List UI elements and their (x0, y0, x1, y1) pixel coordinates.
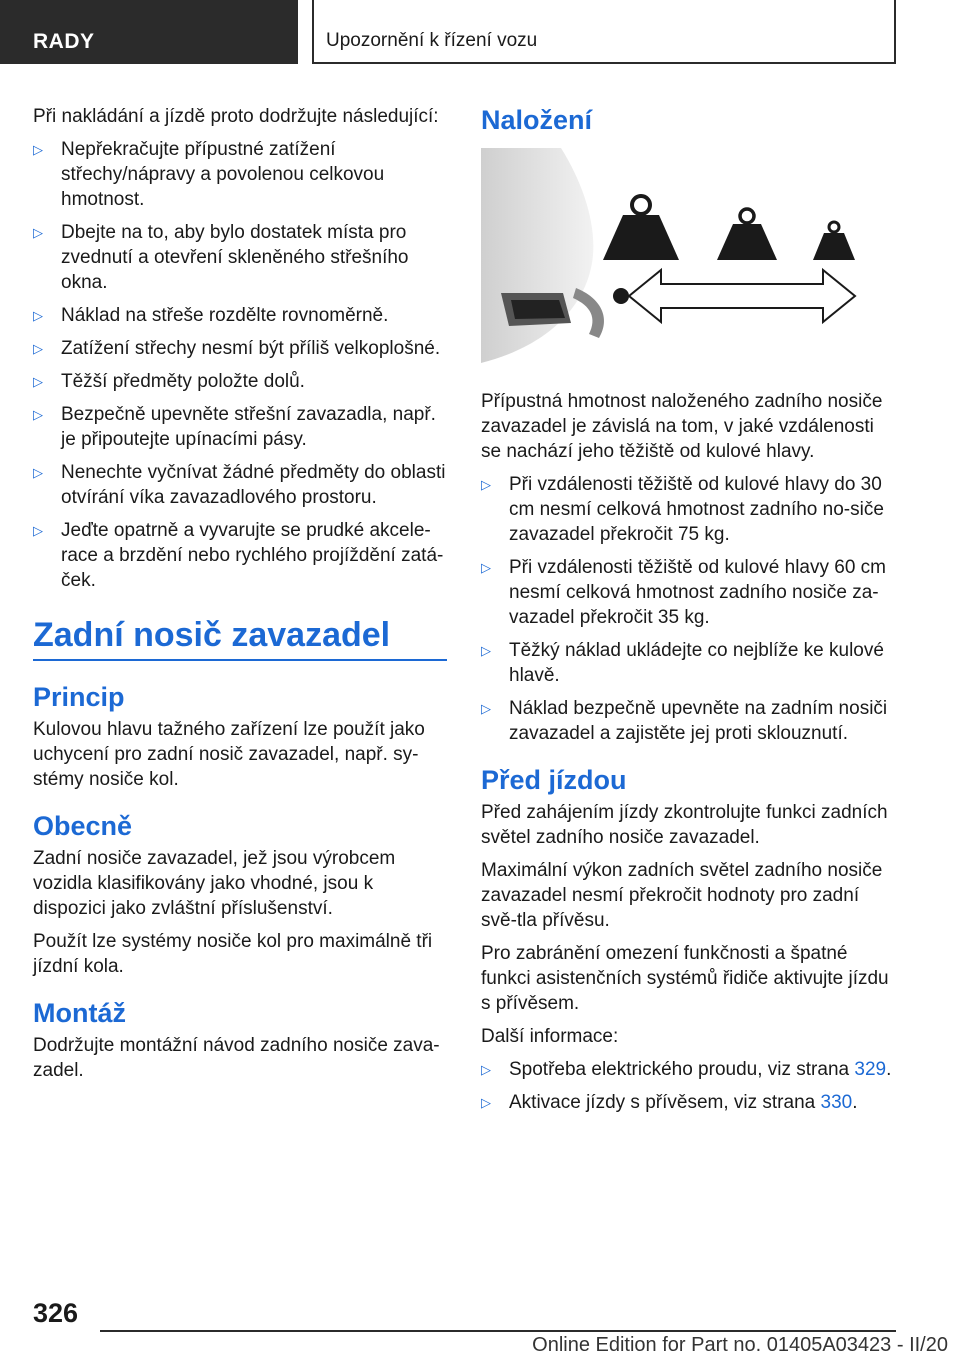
loading-rules-list (33, 137, 447, 593)
tow-hitch-shape (573, 288, 604, 338)
list-item: ▷ Těžký náklad ukládejte co nejblíže ke kulové hlavě. (481, 640, 884, 686)
section-title: Zadní nosič zavazadel (33, 615, 447, 661)
intro-text: Při nakládání a jízdě proto dodržujte následující: (33, 106, 439, 127)
triangle-bullet-icon: ▷ (33, 308, 43, 323)
car-rear-shape (481, 148, 593, 363)
triangle-bullet-icon: ▷ (33, 225, 43, 240)
header-section: RADY (0, 0, 298, 64)
general-heading: Obecně (33, 811, 133, 841)
list-item: ▷ Těžší předměty položte dolů. (33, 371, 305, 392)
list-item: ▷ Jeďte opatrně a vyvarujte se prudké akcele-race a brzdění nebo rychlého projíždění zatá-ček. (33, 520, 444, 591)
footer-divider (100, 1330, 896, 1332)
principle-heading: Princip (33, 682, 125, 712)
more-info-list (481, 1057, 895, 1115)
triangle-bullet-icon: ▷ (481, 1062, 491, 1077)
page-number: 326 (33, 1298, 79, 1328)
left-column (33, 104, 447, 1091)
before-driving-heading: Před jízdou (481, 765, 627, 795)
list-item: ▷ Při vzdálenosti těžiště od kulové hlavy 60 cm nesmí celková hmotnost zadního nosiče za-vazadel překročit 35 kg. (481, 557, 887, 628)
footer-edition: Online Edition for Part no. 01405A03423 - II/20 (532, 1334, 948, 1356)
principle-text: Kulovou hlavu tažného zařízení lze použít jako uchycení pro zadní nosič zavazadel, např. sy-stémy nosiče kol. (33, 719, 425, 790)
list-item: ▷ Zatížení střechy nesmí být příliš velkoplošné. (33, 338, 441, 359)
header-chapter: Upozornění k řízení vozu (312, 0, 896, 64)
list-item: ▷ Dbejte na to, aby bylo dostatek místa pro zvednutí a otevření skleněného střešního okna. (33, 222, 409, 293)
general-text-2: Použít lze systémy nosiče kol pro maximálně tři jízdní kola. (33, 931, 433, 977)
list-item: ▷ Nenechte vyčnívat žádné předměty do oblasti otvírání víka zavazadlového prostoru. (33, 462, 446, 508)
tow-ball-load-illustration (481, 148, 861, 368)
list-item: ▷ Bezpečně upevněte střešní zavazadla, např. je připoutejte upínacími pásy. (33, 404, 436, 450)
loading-heading: Naložení (481, 105, 593, 135)
loading-limits-list (481, 472, 895, 746)
list-item: ▷ Při vzdálenosti těžiště od kulové hlavy do 30 cm nesmí celková hmotnost zadního no-siče zavazadel překročit 75 kg. (481, 474, 884, 545)
triangle-bullet-icon: ▷ (33, 465, 43, 480)
before-text-3: Pro zabránění omezení funkčnosti a špatné funkci asistenčních systémů řidiče aktivujte jízdu s přívěsem. (481, 943, 889, 1014)
exhaust-inner-shape (511, 300, 565, 319)
large-weight-icon (603, 196, 679, 260)
triangle-bullet-icon: ▷ (33, 142, 43, 157)
triangle-bullet-icon: ▷ (481, 560, 491, 575)
triangle-bullet-icon: ▷ (33, 523, 43, 538)
small-weight-icon (813, 222, 855, 260)
mount-text: Dodržujte montážní návod zadního nosiče zava-zadel. (33, 1035, 440, 1081)
list-item: ▷ Spotřeba elektrického proudu, viz strana 329. (481, 1059, 892, 1080)
triangle-bullet-icon: ▷ (33, 407, 43, 422)
list-item: ▷ Náklad bezpečně upevněte na zadním nosiči zavazadel a zajistěte jej proti sklouznutí. (481, 698, 888, 744)
tow-ball-icon (613, 288, 629, 304)
triangle-bullet-icon: ▷ (33, 341, 43, 356)
triangle-bullet-icon: ▷ (481, 477, 491, 492)
triangle-bullet-icon: ▷ (33, 374, 43, 389)
before-text-1: Před zahájením jízdy zkontrolujte funkci zadních světel zadního nosiče zavazadel. (481, 802, 888, 848)
list-item: ▷ Náklad na střeše rozdělte rovnoměrně. (33, 305, 389, 326)
right-column (481, 104, 895, 1123)
list-item: ▷ Aktivace jízdy s přívěsem, viz strana 330. (481, 1092, 858, 1113)
distance-arrow (629, 270, 855, 322)
list-item: ▷ Nepřekračujte přípustné zatížení střechy/nápravy a povolenou celkovou hmotnost. (33, 139, 385, 210)
general-text-1: Zadní nosiče zavazadel, jež jsou výrobcem vozidla klasifikovány jako vhodné, jsou k dispozici jako zvláštní příslušenství. (33, 848, 396, 919)
page-link-329[interactable]: 329 (854, 1059, 887, 1080)
triangle-bullet-icon: ▷ (481, 1095, 491, 1110)
medium-weight-icon (717, 209, 777, 260)
loading-text: Přípustná hmotnost naloženého zadního nosiče zavazadel je závislá na tom, v jaké vzdálenosti se nachází jeho těžiště od kulové hlavy. (481, 391, 883, 462)
before-text-2: Maximální výkon zadních světel zadního nosiče zavazadel nesmí překročit hodnoty pro zadní svě-tla přívěsu. (481, 860, 883, 931)
page-link-330[interactable]: 330 (820, 1092, 853, 1113)
triangle-bullet-icon: ▷ (481, 701, 491, 716)
mount-heading: Montáž (33, 998, 126, 1028)
more-info-label: Další informace: (481, 1026, 619, 1047)
triangle-bullet-icon: ▷ (481, 643, 491, 658)
